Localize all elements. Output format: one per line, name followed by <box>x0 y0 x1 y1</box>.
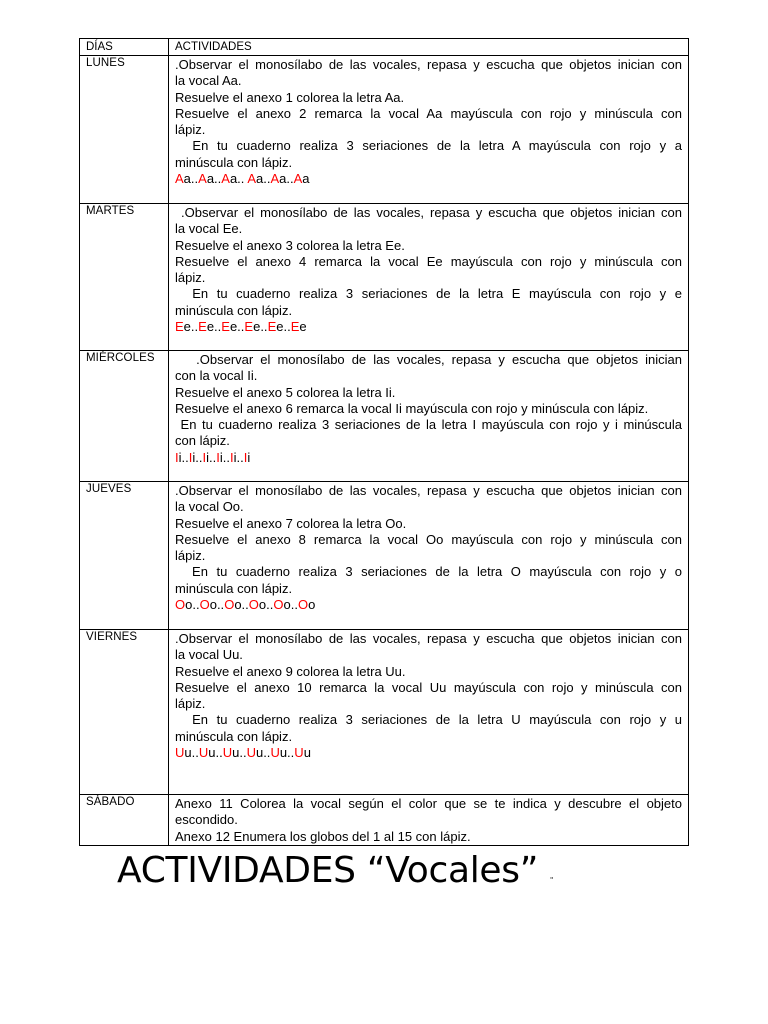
series-uppercase-red: E <box>221 319 230 335</box>
activities-cell <box>169 795 689 846</box>
table-row <box>80 351 689 482</box>
activity-line: la vocal Aa. <box>175 73 242 89</box>
series-lowercase: a.. <box>255 171 271 187</box>
series-uppercase-red: I <box>188 449 193 465</box>
activity-line: Resuelve el anexo 3 colorea la letra Ee. <box>175 237 405 253</box>
activity-line: Anexo 12 Enumera los globos del 1 al 15 con lápiz. <box>175 828 471 844</box>
activity-line: En tu cuaderno realiza 3 seriaciones de la letra A mayúscula con rojo y a <box>175 138 683 154</box>
series-lowercase: a.. <box>206 171 222 187</box>
activity-line: Anexo 11 Colorea la vocal según el color que se te indica y descubre el objeto <box>175 796 682 811</box>
activity-line: lápiz. <box>175 270 206 286</box>
activity-line: Resuelve el anexo 1 colorea la letra Aa. <box>175 89 405 105</box>
series-uppercase-red: U <box>198 745 209 761</box>
activity-line: .Observar el monosílabo de las vocales, repasa y escucha que objetos inician con <box>175 483 682 498</box>
series-lowercase: e.. <box>206 319 222 335</box>
activity-line: Resuelve el anexo 7 colorea la letra Oo. <box>175 515 407 531</box>
activity-line: escondido. <box>175 812 238 828</box>
activity-line: Resuelve el anexo 9 colorea la letra Uu. <box>175 663 406 679</box>
series-uppercase-red: I <box>175 449 179 465</box>
activity-line: Resuelve el anexo 5 colorea la letra Ii. <box>175 384 396 400</box>
activity-line: En tu cuaderno realiza 3 seriaciones de la letra I mayúscula con rojo y i minúscula <box>175 417 682 433</box>
activity-line: En tu cuaderno realiza 3 seriaciones de la letra O mayúscula con rojo y o <box>175 564 683 580</box>
series-uppercase-red: E <box>290 319 300 335</box>
activity-line: Resuelve el anexo 10 remarca la vocal Uu mayúscula con rojo y minúscula con <box>175 679 682 695</box>
activity-line: .Observar el monosílabo de las vocales, repasa y escucha que objetos inician con <box>175 205 682 220</box>
letter-series <box>175 171 682 187</box>
series-uppercase-red: I <box>216 449 220 465</box>
activity-line: Resuelve el anexo 8 remarca la vocal Oo mayúscula con rojo y minúscula con <box>175 531 682 547</box>
activity-line: Resuelve el anexo 4 remarca la vocal Ee mayúscula con rojo y minúscula con <box>175 253 682 269</box>
series-uppercase-red: U <box>175 745 185 761</box>
activity-line: minúscula con lápiz. <box>175 728 293 744</box>
day-cell: MARTES <box>80 204 169 351</box>
day-cell: VIERNES <box>80 630 169 795</box>
series-lowercase: a <box>302 171 310 187</box>
series-lowercase: i.. <box>219 449 230 465</box>
series-uppercase-red: U <box>270 745 280 761</box>
activity-line: la vocal Uu. <box>175 647 243 663</box>
activity-line: Resuelve el anexo 6 remarca la vocal Ii mayúscula con rojo y minúscula con lápiz. <box>175 400 649 416</box>
activity-line: En tu cuaderno realiza 3 seriaciones de la letra E mayúscula con rojo y e <box>175 286 682 302</box>
activity-line: con lápiz. <box>175 433 230 449</box>
activity-line: minúscula con lápiz. <box>175 302 293 318</box>
series-lowercase: e.. <box>276 319 291 335</box>
activity-line: .Observar el monosílabo de las vocales, repasa y escucha que objetos inician <box>175 352 682 367</box>
activity-line: lápiz. <box>175 548 206 564</box>
day-cell: MIÉRCOLES <box>80 351 169 482</box>
series-uppercase-red: E <box>267 319 277 335</box>
series-lowercase: e.. <box>229 319 245 335</box>
series-lowercase: i.. <box>192 449 203 465</box>
header-activities: ACTIVIDADES <box>169 39 689 56</box>
activity-line: minúscula con lápiz. <box>175 580 293 596</box>
series-lowercase: e.. <box>183 319 199 335</box>
activity-line: En tu cuaderno realiza 3 seriaciones de la letra U mayúscula con rojo y u <box>175 712 682 728</box>
activities-cell <box>169 482 689 630</box>
activity-line: .Observar el monosílabo de las vocales, repasa y escucha que objetos inician con <box>175 57 682 72</box>
series-lowercase: u.. <box>184 745 199 761</box>
series-uppercase-red: E <box>175 319 184 335</box>
table-header-row <box>80 39 689 56</box>
day-cell: LUNES <box>80 56 169 204</box>
series-uppercase-red: I <box>230 449 234 465</box>
series-uppercase-red: I <box>243 449 248 465</box>
series-uppercase-red: A <box>293 171 303 187</box>
activity-line: Resuelve el anexo 2 remarca la vocal Aa mayúscula con rojo y minúscula con <box>175 105 682 121</box>
day-cell: SÁBADO <box>80 795 169 846</box>
activity-line: la vocal Oo. <box>175 499 244 515</box>
series-lowercase: o.. <box>258 597 274 613</box>
table-row <box>80 204 689 351</box>
series-uppercase-red: A <box>175 171 184 187</box>
title-footnote-mark: " <box>550 876 554 884</box>
series-lowercase: u.. <box>279 745 295 761</box>
series-uppercase-red: O <box>199 597 210 613</box>
series-lowercase: i.. <box>206 449 217 465</box>
page-title: ACTIVIDADES “Vocales” <box>117 850 539 891</box>
letter-series <box>175 745 682 761</box>
series-lowercase: i <box>247 449 251 465</box>
activity-line: la vocal Ee. <box>175 221 243 237</box>
series-lowercase: i.. <box>233 449 244 465</box>
series-uppercase-red: U <box>246 745 256 761</box>
activities-table-body <box>80 39 689 846</box>
series-lowercase: o.. <box>209 597 225 613</box>
series-lowercase: u.. <box>208 745 223 761</box>
day-cell: JUEVES <box>80 482 169 630</box>
series-lowercase: e.. <box>253 319 268 335</box>
table-row <box>80 56 689 204</box>
series-lowercase: o.. <box>283 597 298 613</box>
series-lowercase: i.. <box>178 449 189 465</box>
series-uppercase-red: A <box>270 171 280 187</box>
activities-cell <box>169 351 689 482</box>
series-uppercase-red: U <box>294 745 304 761</box>
series-lowercase: a.. <box>229 171 248 187</box>
series-lowercase: a.. <box>183 171 199 187</box>
table-row <box>80 482 689 630</box>
series-lowercase: o.. <box>234 597 249 613</box>
table-row <box>80 795 689 846</box>
series-uppercase-red: A <box>221 171 230 187</box>
header-day: DÍAS <box>80 39 169 56</box>
letter-series <box>175 450 682 466</box>
activity-line: lápiz. <box>175 696 206 712</box>
series-lowercase: u.. <box>232 745 247 761</box>
letter-series <box>175 597 682 613</box>
series-lowercase: u <box>303 745 311 761</box>
table-row <box>80 630 689 795</box>
series-lowercase: o <box>308 597 316 613</box>
series-uppercase-red: O <box>248 597 259 613</box>
activities-table <box>79 38 689 846</box>
activity-line: con la vocal Ii. <box>175 368 258 384</box>
series-uppercase-red: A <box>247 171 256 187</box>
series-lowercase: u.. <box>255 745 271 761</box>
series-uppercase-red: U <box>222 745 233 761</box>
activity-line: minúscula con lápiz. <box>175 154 293 170</box>
activities-cell <box>169 56 689 204</box>
series-uppercase-red: O <box>224 597 235 613</box>
series-uppercase-red: E <box>244 319 254 335</box>
series-lowercase: o.. <box>185 597 200 613</box>
activity-line: lápiz. <box>175 122 206 138</box>
series-uppercase-red: A <box>198 171 207 187</box>
series-uppercase-red: E <box>198 319 207 335</box>
series-uppercase-red: O <box>273 597 284 613</box>
series-uppercase-red: I <box>202 449 207 465</box>
series-lowercase: e <box>299 319 307 335</box>
letter-series <box>175 319 682 335</box>
activities-cell <box>169 630 689 795</box>
series-lowercase: a.. <box>279 171 294 187</box>
series-uppercase-red: O <box>297 597 309 613</box>
activity-line: .Observar el monosílabo de las vocales, repasa y escucha que objetos inician con <box>175 631 682 646</box>
series-uppercase-red: O <box>175 597 186 613</box>
activities-cell <box>169 204 689 351</box>
